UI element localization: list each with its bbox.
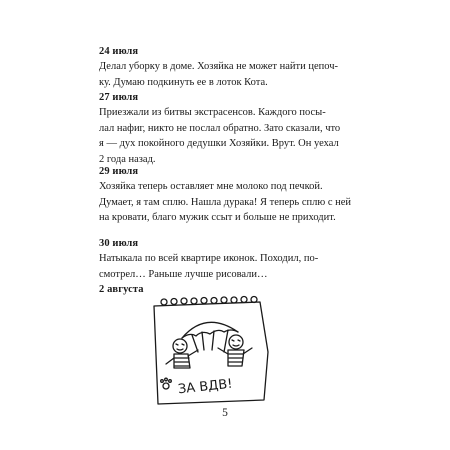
diary-entry [99, 91, 367, 167]
entry-line: 2 года назад. [99, 153, 156, 165]
diary-entry [99, 237, 367, 282]
diary-entry [99, 45, 367, 90]
right-character [218, 335, 252, 366]
entry-line: смотрел… Раньше лучше рисовали… [99, 268, 268, 280]
entry-text [99, 179, 367, 226]
doodle-illustration [140, 292, 280, 412]
entry-line: я — дух покойного дедушки Хозяйки. Врут. Он уехал [99, 138, 339, 149]
entry-line: Натыкала по всей квартире иконок. Походил, по- [99, 253, 319, 264]
entry-text [99, 251, 367, 282]
entry-date: 30 июля [99, 238, 139, 249]
parachute-icon [182, 322, 238, 352]
entry-date: 24 июля [99, 46, 139, 57]
entry-date: 2 августа [99, 284, 144, 295]
entry-line: Делал уборку в доме. Хозяйка не может найти цепоч- [99, 61, 339, 72]
entry-text [99, 105, 367, 167]
entry-line: Думает, я там сплю. Нашла дурака! Я теперь сплю с ней [99, 196, 352, 208]
diary-entry [99, 165, 367, 226]
entry-line: на кровати, благо мужик ссыт и больше не приходит. [99, 212, 336, 223]
doodle-caption: ЗА ВДВ! [177, 376, 234, 398]
entry-date: 29 июля [99, 166, 139, 177]
entry-date: 27 июля [99, 92, 139, 103]
left-character [166, 339, 198, 368]
page-number: 5 [222, 407, 228, 419]
entry-line: Хозяйка теперь оставляет мне молоко под печкой. [99, 181, 323, 192]
paw-print-icon [161, 378, 172, 389]
entry-line: Приезжали из битвы экстрасенсов. Каждого посы- [99, 107, 326, 118]
entry-text [99, 59, 367, 90]
entry-line: ку. Думаю подкинуть ее в лоток Кота. [99, 76, 268, 88]
entry-line: лал нафиг, никто не послал обратно. Зато сказали, что [99, 122, 341, 134]
